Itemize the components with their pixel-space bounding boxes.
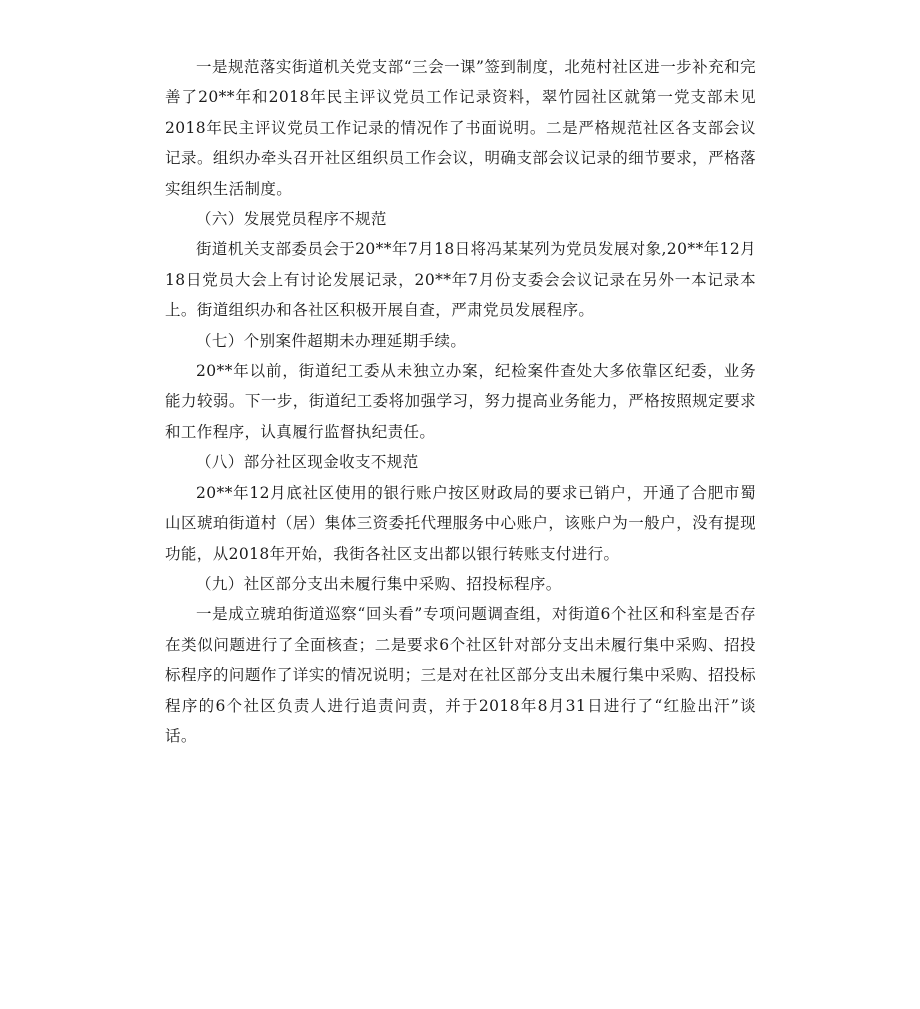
- section-heading-6: （六）发展党员程序不规范: [196, 210, 387, 229]
- document-body: [165, 52, 756, 751]
- paragraph-party-member-development: 街道机关支部委员会于20**年7月18日将冯某某列为党员发展对象,20**年12月18日党员大会上有讨论发展记录，20**年7月份支委会会议记录在另外一本记录本上。街道组织办和各社区积极开展自查，严肃党员发展程序。: [165, 240, 756, 320]
- section-heading-8: （八）部分社区现金收支不规范: [196, 453, 419, 472]
- paragraph-cash-management: 20**年12月底社区使用的银行账户按区财政局的要求已销户，开通了合肥市蜀山区琥珀街道村（居）集体三资委托代理服务中心账户，该账户为一般户，没有提现功能，从2018年开始，我街各社区支出都以银行转账支付进行。: [165, 483, 756, 563]
- paragraph-case-handling: 20**年以前，街道纪工委从未独立办案，纪检案件查处大多依靠区纪委，业务能力较弱。下一步，街道纪工委将加强学习，努力提高业务能力，严格按照规定要求和工作程序，认真履行监督执纪责任。: [165, 362, 756, 441]
- paragraph-procurement: 一是成立琥珀街道巡察“回头看”专项问题调查组，对街道6个社区和科室是否存在类似问题进行了全面核查；二是要求6个社区针对部分支出未履行集中采购、招投标程序的问题作了详实的情况说明；三是对在社区部分支出未履行集中采购、招投标程序的6个社区负责人进行追责问责，并于2018年8月31日进行了“红脸出汗”谈话。: [165, 605, 756, 745]
- section-heading-9: （九）社区部分支出未履行集中采购、招投标程序。: [196, 574, 562, 593]
- paragraph-sanhui-yike: 一是规范落实街道机关党支部“三会一课”签到制度，北苑村社区进一步补充和完善了20**年和2018年民主评议党员工作记录资料，翠竹园社区就第一党支部未见2018年民主评议党员工作记录的情况作了书面说明。二是严格规范社区各支部会议记录。组织办牵头召开社区组织员工作会议，明确支部会议记录的细节要求，严格落实组织生活制度。: [165, 58, 756, 198]
- section-heading-7: （七）个别案件超期未办理延期手续。: [196, 331, 467, 350]
